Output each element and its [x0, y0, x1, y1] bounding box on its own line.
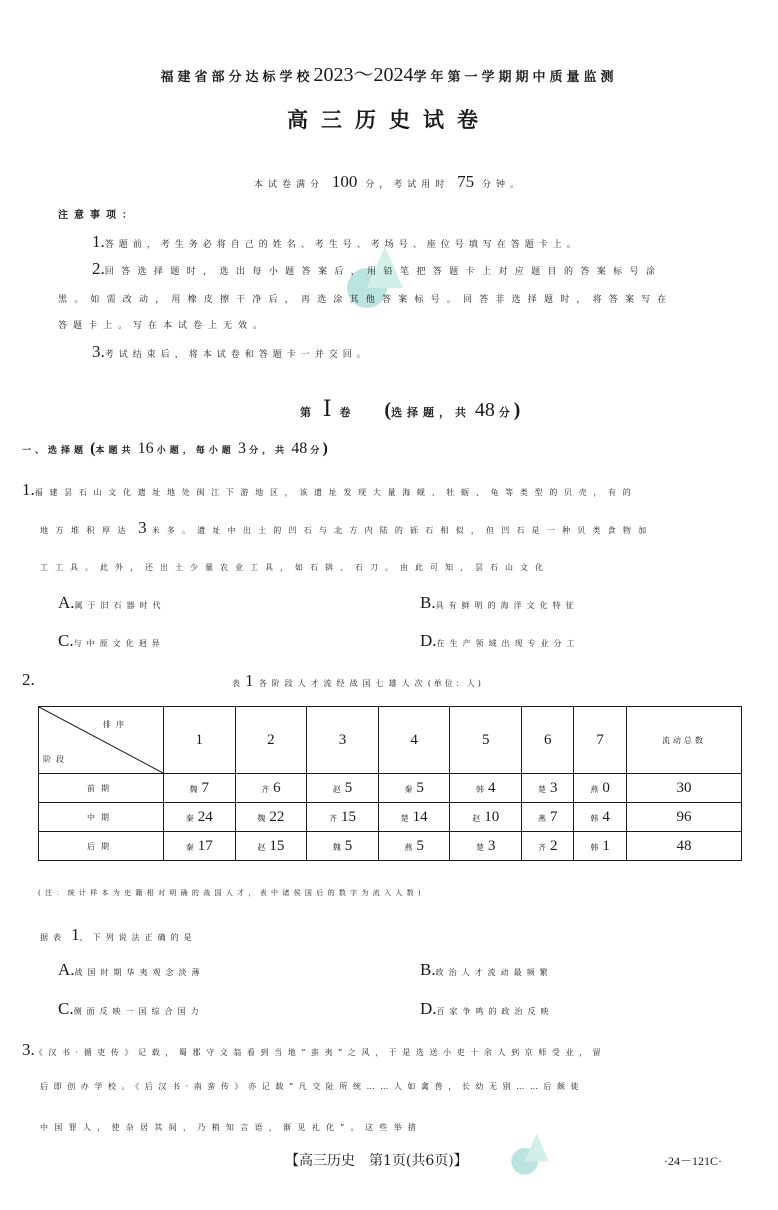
question-text: 《汉书·循吏传》记载，蜀郡守文翁看到当地“蛮夷”之风，于是选送小吏十余人到京师受业，留 [34, 1048, 607, 1057]
option-text: 属于旧石器时代 [74, 601, 166, 610]
diagonal-header-cell [39, 707, 164, 774]
state-name: 燕 [590, 784, 599, 794]
table-cell [164, 832, 236, 861]
section-text: 本题共 [95, 446, 135, 456]
table-note: (注：统计样本为史籍相对明确的战国人才，表中诸侯国后的数字为流入人数) [38, 889, 425, 897]
section-text: 分 [310, 446, 320, 456]
state-name: 韩 [590, 813, 599, 823]
table-row [39, 832, 742, 861]
header-years: 2023～2024 [313, 64, 414, 86]
paper-code: ·24－121C· [664, 1154, 722, 1168]
notice-num: 3. [92, 342, 105, 361]
section-label: 一、选择题 [22, 446, 88, 456]
cell-value: 6 [273, 779, 281, 796]
question-number: 3. [22, 1040, 35, 1059]
header-rank-label: 排序 [103, 720, 129, 729]
question-text: 地方堆积厚达 [40, 526, 133, 535]
option-label: C. [58, 999, 74, 1018]
exam-header [0, 58, 778, 87]
cell-value: 5 [416, 837, 424, 854]
section-text: 分，共 [249, 446, 289, 456]
option-label: B. [420, 593, 436, 612]
cell-value: 3 [550, 779, 558, 796]
section-header [22, 440, 328, 458]
table-cell [378, 803, 450, 832]
cell-value: 4 [487, 779, 496, 796]
cell-value: 14 [412, 808, 428, 825]
cell-value: 5 [344, 837, 353, 854]
cell-value: 5 [416, 779, 424, 796]
section-num: 16 [137, 440, 154, 457]
total-cell: 30 [626, 774, 741, 803]
state-name: 韩 [590, 842, 599, 852]
caption-unit: (单位：人) [427, 679, 484, 688]
table-cell [574, 832, 626, 861]
state-name: 赵 [332, 784, 341, 794]
caption-num: 1 [245, 671, 254, 690]
exam-info-text: 本试卷满分 [253, 180, 324, 190]
exam-info [0, 172, 778, 192]
notice-num: 2. [92, 259, 105, 278]
state-name: 齐 [329, 813, 338, 823]
table-cell [235, 803, 307, 832]
notice-text: 回答选择题时，选出每小题答案后，用铅笔把答题卡上对应题目的答案标号涂 [104, 267, 663, 277]
option-label: C. [58, 631, 74, 650]
table-row [39, 774, 742, 803]
exam-info-text: 分钟。 [482, 180, 525, 190]
column-header: 2 [235, 707, 307, 774]
footer-watermark-logo [510, 1120, 600, 1210]
header-right: 学年第一学期期中质量监测 [413, 70, 618, 85]
option-label: A. [58, 960, 75, 979]
state-name: 魏 [332, 842, 341, 852]
caption-text: 表 [232, 679, 240, 688]
question-number: 1. [22, 480, 35, 499]
option-text: 在生产领域出现专业分工 [436, 639, 580, 648]
option-text: 具有鲜明的海洋文化特征 [435, 601, 579, 610]
cell-value: 2 [550, 837, 558, 854]
notice-text: 黑。如需改动，用橡皮擦干净后，再选涂其他答案标号。回答非选择题时，将答案写在 [58, 295, 674, 305]
cell-value: 3 [487, 837, 496, 854]
state-name: 燕 [404, 842, 413, 852]
column-header-total: 流动总数 [626, 707, 741, 774]
notice-text: 答题前，考生务必将自己的姓名、考生号、考场号、座位号填写在答题卡上。 [104, 240, 581, 250]
question-3 [22, 1040, 606, 1060]
question-number-inline: 3 [138, 518, 147, 537]
question-1 [22, 480, 637, 500]
part-roman: Ⅰ [322, 396, 332, 421]
question-2-stem [40, 925, 197, 945]
part-title [300, 396, 520, 422]
table-header-row [39, 707, 742, 774]
total-cell: 48 [626, 832, 741, 861]
table-cell [378, 774, 450, 803]
table-cell [235, 832, 307, 861]
paren: ( [384, 399, 392, 421]
cell-value: 4 [602, 808, 610, 825]
option-text: 侧面反映一国综合国力 [73, 1007, 204, 1016]
question-text: 据表 [40, 933, 66, 942]
option-text: 政治人才流动最频繁 [435, 968, 553, 977]
table-cell [307, 774, 379, 803]
notice-text: 考试结束后，将本试卷和答题卡一并交回。 [104, 350, 371, 360]
cell-value: 7 [201, 779, 210, 796]
option-label: D. [420, 999, 437, 1018]
column-header: 4 [378, 707, 450, 774]
total-cell: 96 [626, 803, 741, 832]
part-score: 48 [474, 399, 495, 421]
option-label: A. [58, 593, 75, 612]
table-cell [450, 774, 522, 803]
total-score: 100 [331, 172, 358, 191]
q2-option-a[interactable] [58, 960, 205, 980]
table-cell [307, 803, 379, 832]
state-name: 赵 [472, 813, 481, 823]
column-header: 1 [164, 707, 236, 774]
section-text: 小题，每小题 [156, 446, 235, 456]
question-text: 后即创办学校。《后汉书·南蛮传》亦记载“凡交阯所统……人如禽兽，长幼无别……后颇徙 [40, 1082, 585, 1091]
notice-item-3 [92, 342, 371, 362]
notice-num: 1. [92, 232, 105, 251]
cell-value: 15 [341, 808, 357, 825]
page-footer: 【高三历史 第1页(共6页)】 [285, 1153, 468, 1169]
table-row [39, 803, 742, 832]
q1-option-a[interactable] [58, 593, 166, 613]
q2-option-c[interactable] [58, 999, 204, 1019]
column-header: 5 [450, 707, 522, 774]
table-cell [164, 803, 236, 832]
table-cell [307, 832, 379, 861]
state-name: 燕 [538, 813, 546, 823]
caption-text: 各阶段人才流经战国七雄人次 [258, 679, 428, 688]
header-stage-label: 阶段 [43, 755, 69, 764]
question-text: 米多。遗址中出土的凹石与北方内陆的砾石相似，但凹石是一种贝类食物加 [151, 526, 654, 535]
notice-item-1 [92, 232, 581, 252]
stage-cell: 中期 [39, 803, 164, 832]
paren: ) [322, 440, 328, 457]
table-cell [378, 832, 450, 861]
q1-option-d[interactable] [420, 631, 580, 651]
cell-value: 22 [269, 808, 285, 825]
state-name: 秦 [185, 842, 194, 852]
part-title-text: 第 [300, 406, 311, 419]
exam-info-text: 分，考试用时 [365, 180, 450, 190]
column-header: 3 [307, 707, 379, 774]
paren: ( [90, 440, 96, 457]
stage-cell: 前期 [39, 774, 164, 803]
header-left: 福建省部分达标学校 [160, 70, 314, 85]
cell-value: 1 [602, 837, 610, 854]
cell-value: 17 [197, 837, 213, 854]
state-name: 秦 [185, 813, 194, 823]
option-label: D. [420, 631, 437, 650]
table-cell [450, 832, 522, 861]
state-name: 齐 [538, 842, 546, 852]
question-text: ，下列说法正确的是 [79, 933, 197, 942]
column-header: 7 [574, 707, 626, 774]
question-1-line-2 [40, 518, 653, 538]
option-label: B. [420, 960, 436, 979]
cell-value: 5 [344, 779, 353, 796]
paren: ) [513, 399, 521, 421]
question-text: 福建昙石山文化遗址地处闽江下游地区，该遗址发现大量海蚬、牡蛎、龟等类型的贝壳，有的 [34, 488, 638, 497]
state-name: 魏 [189, 784, 198, 794]
notice-heading: 注意事项： [58, 210, 138, 221]
table-cell [522, 803, 574, 832]
column-header: 6 [522, 707, 574, 774]
table-cell [574, 774, 626, 803]
cell-value: 7 [550, 808, 558, 825]
notice-item-2 [92, 259, 662, 279]
part-title-text: 分 [498, 406, 510, 419]
table-cell [574, 803, 626, 832]
table-cell [235, 774, 307, 803]
question-number-inline: 1 [71, 925, 80, 944]
q2-option-d[interactable] [420, 999, 554, 1019]
table-caption [232, 671, 484, 691]
part-title-text: 卷 [339, 406, 351, 419]
state-name: 楚 [400, 813, 409, 823]
state-name: 韩 [475, 784, 484, 794]
section-num: 48 [291, 440, 308, 457]
stage-cell: 后期 [39, 832, 164, 861]
q2-option-b[interactable] [420, 960, 553, 980]
cell-value: 15 [269, 837, 285, 854]
state-name: 赵 [257, 842, 266, 852]
q1-option-b[interactable] [420, 593, 579, 613]
table-cell [450, 803, 522, 832]
q1-option-c[interactable] [58, 631, 165, 651]
state-name: 楚 [538, 784, 546, 794]
cell-value: 24 [197, 808, 213, 825]
option-text: 与中原文化迥异 [73, 639, 165, 648]
notice-text: 答题卡上。写在本试卷上无效。 [58, 321, 269, 331]
question-text: 工工具。此外，还出土少量农业工具，如石锛、石刀。由此可知，昙石山文化 [40, 563, 550, 572]
section-num: 3 [237, 440, 246, 457]
table-cell [164, 774, 236, 803]
question-number: 2. [22, 670, 35, 689]
cell-value: 0 [602, 779, 610, 796]
state-name: 齐 [261, 784, 270, 794]
exam-title: 高三历史试卷 [287, 107, 491, 132]
part-title-text: 选择题，共 [391, 406, 472, 419]
state-name: 楚 [475, 842, 484, 852]
option-text: 战国时期华夷观念淡薄 [74, 968, 205, 977]
cell-value: 10 [484, 808, 500, 825]
question-text: 中国罪人，使杂居其间，乃稍知言语，渐见礼化”。这些举措 [40, 1123, 423, 1132]
option-text: 百家争鸣的政治反映 [436, 1007, 554, 1016]
talent-flow-table [38, 706, 742, 861]
exam-minutes: 75 [457, 172, 475, 191]
state-name: 魏 [257, 813, 266, 823]
table-cell [522, 832, 574, 861]
table-cell [522, 774, 574, 803]
state-name: 秦 [404, 784, 413, 794]
